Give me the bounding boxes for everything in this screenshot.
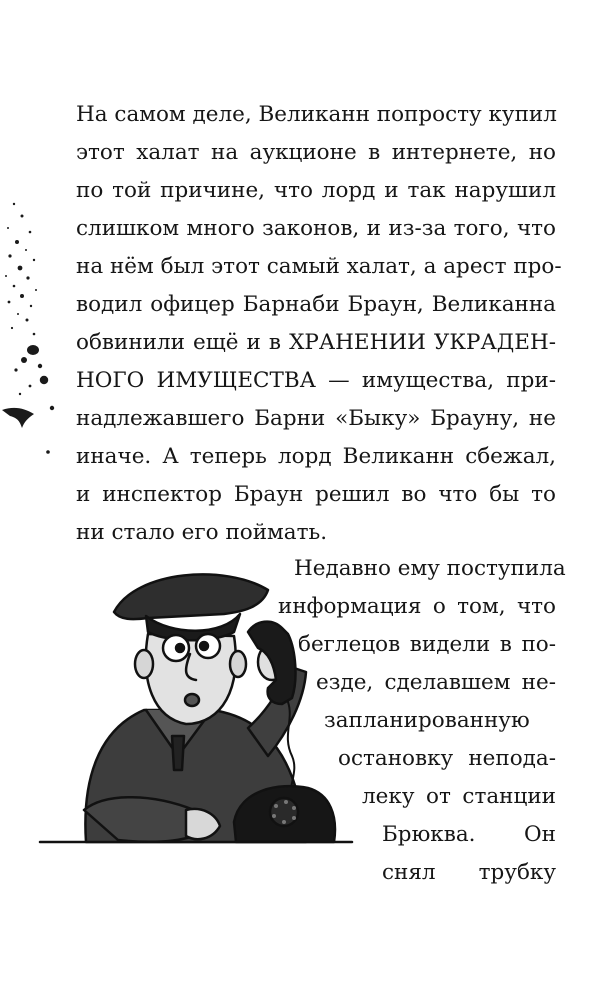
- inspector-telephone-illustration: [36, 560, 366, 890]
- wrap-text-line: беглецов видели в по-: [298, 632, 556, 657]
- text-line: на нём был этот самый халат, а арест про-: [76, 254, 562, 279]
- text-line: и инспектор Браун решил во что бы то: [76, 482, 556, 507]
- text-line: НОГО ИМУЩЕСТВА — имущества, при-: [76, 368, 556, 393]
- wrap-text-line: информация о том, что: [278, 594, 556, 619]
- text-line: этот халат на аукционе в интернете, но: [76, 140, 556, 165]
- wrap-text-line: запланированную: [324, 708, 530, 733]
- text-line: слишком много законов, и из-за того, что: [76, 216, 556, 241]
- text-line: обвинили ещё и в ХРАНЕНИИ УКРАДЕН-: [76, 330, 556, 355]
- wrap-text-line: леку от станции: [362, 784, 556, 809]
- text-line: ни стало его поймать.: [76, 520, 328, 545]
- text-line: по той причине, что лорд и так нарушил: [76, 178, 556, 203]
- wrap-text-line: Недавно ему поступила: [294, 556, 566, 581]
- text-line: надлежавшего Барни «Быку» Брауну, не: [76, 406, 556, 431]
- wrap-text-line: езде, сделавшем не-: [316, 670, 556, 695]
- text-line: иначе. А теперь лорд Великанн сбежал,: [76, 444, 556, 469]
- text-line: На самом деле, Великанн попросту купил: [76, 102, 557, 127]
- wrap-text-line: остановку непода-: [338, 746, 556, 771]
- ink-splatter-decoration: [0, 190, 60, 460]
- text-line: водил офицер Барнаби Браун, Великанна: [76, 292, 556, 317]
- wrap-text-line: снял трубку: [382, 860, 556, 885]
- wrap-text-line: Брюква. Он: [382, 822, 556, 847]
